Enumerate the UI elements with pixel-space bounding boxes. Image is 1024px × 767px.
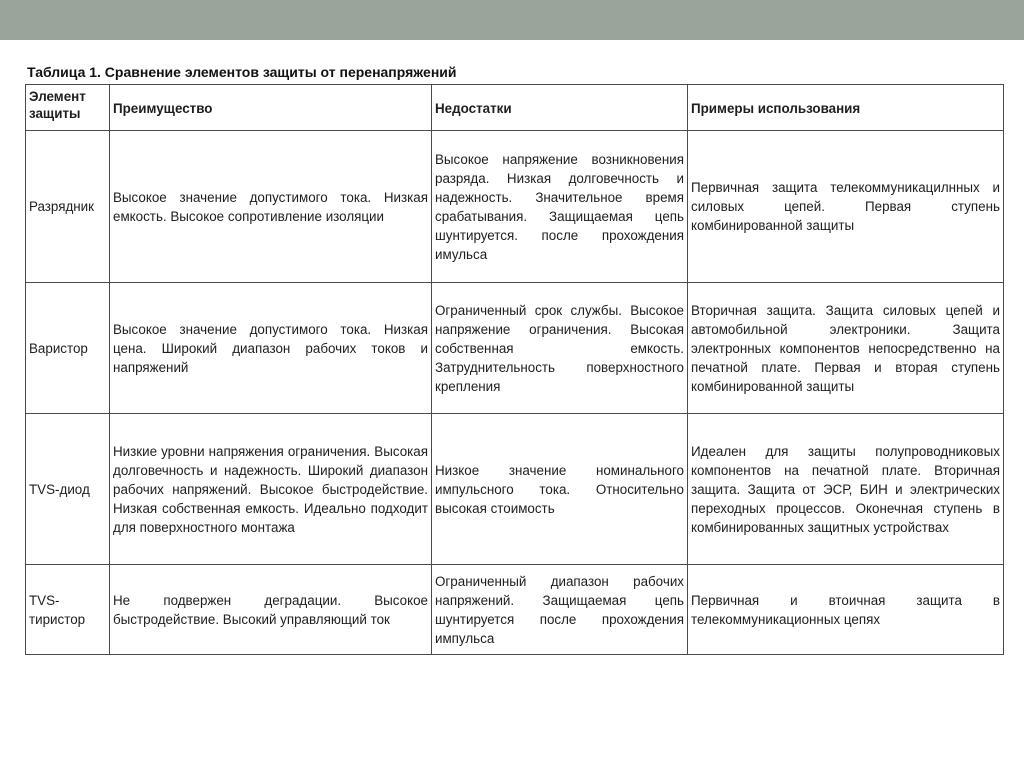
cell-disadvantages: Высокое напряжение возникновения разряда. Низкая долговечность и надежность. Значительное время срабатывания. Защищаемая цепь шунтируется. после прохождения имульса [432,131,688,283]
cell-advantage: Не подвержен деградации. Высокое быстродействие. Высокий управляющий ток [110,565,432,655]
table-title: Таблица 1. Сравнение элементов защиты от перенапряжений [27,64,457,80]
table-row [26,414,1004,565]
table-row [26,283,1004,414]
cell-disadvantages: Низкое значение номинального импульсного тока. Относительно высокая стоимость [432,414,688,565]
cell-examples: Первичная защита телекоммуникацилнных и силовых цепей. Первая ступень комбинированной защиты [688,131,1004,283]
cell-element: TVS-диод [26,414,110,565]
slide-top-bar [0,0,1024,40]
header-examples: Примеры использования [688,85,1004,131]
cell-element: Разрядник [26,131,110,283]
header-disadvantages: Недостатки [432,85,688,131]
cell-examples: Вторичная защита. Защита силовых цепей и автомобильной электроники. Защита электронных компонентов непосредственно на печатной плате. Первая и вторая ступень комбинированной защиты [688,283,1004,414]
cell-element: TVS-тиристор [26,565,110,655]
table-row [26,131,1004,283]
cell-advantage: Низкие уровни напряжения ограничения. Высокая долговечность и надежность. Широкий диапазон рабочих напряжений. Высокое быстродействие. Низкая собственная емкость. Идеально подходит для поверхностного монтажа [110,414,432,565]
table-row [26,565,1004,655]
cell-disadvantages: Ограниченный диапазон рабочих напряжений. Защищаемая цепь шунтируется после прохождения импульса [432,565,688,655]
cell-element: Варистор [26,283,110,414]
comparison-table [25,84,1004,655]
header-advantage: Преимущество [110,85,432,131]
header-element: Элемент защиты [26,85,110,131]
cell-advantage: Высокое значение допустимого тока. Низкая цена. Широкий диапазон рабочих токов и напряжений [110,283,432,414]
slide-content [0,40,1024,767]
cell-examples: Первичная и втоичная защита в телекоммуникационных цепях [688,565,1004,655]
cell-examples: Идеален для защиты полупроводниковых компонентов на печатной плате. Вторичная защита. Защита от ЭСР, БИН и электрических переходных процессов. Оконечная ступень в комбинированных защитных устройствах [688,414,1004,565]
table-header-row [26,85,1004,131]
cell-advantage: Высокое значение допустимого тока. Низкая емкость. Высокое сопротивление изоляции [110,131,432,283]
cell-disadvantages: Ограниченный срок службы. Высокое напряжение ограничения. Высокая собственная емкость. Затруднительность поверхностного крепления [432,283,688,414]
